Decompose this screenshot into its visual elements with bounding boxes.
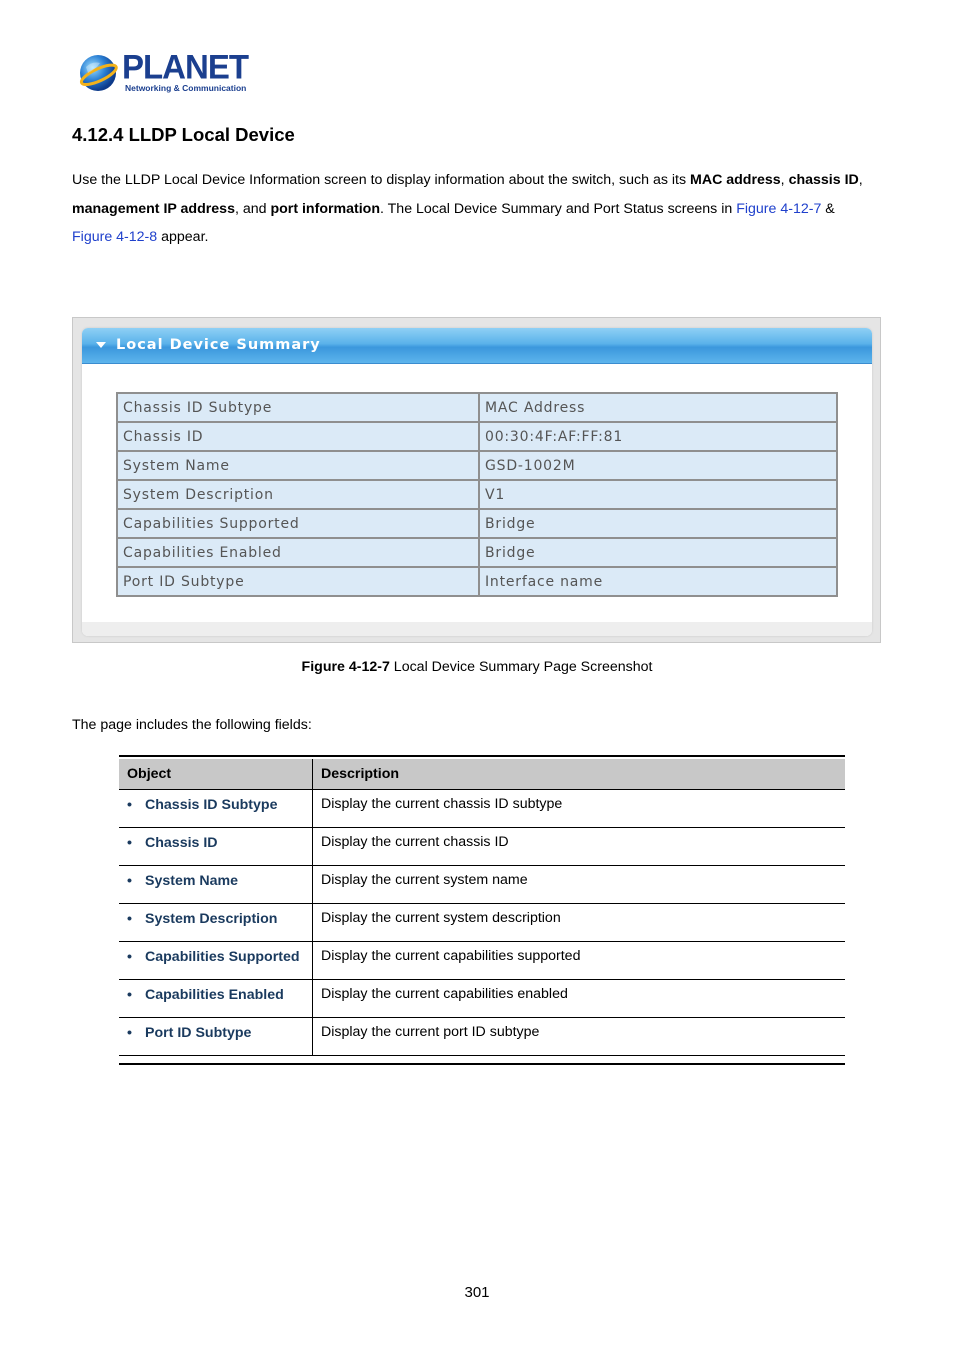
table-header-row: [119, 759, 845, 790]
object-cell: [119, 942, 313, 980]
fields-intro: The page includes the following fields:: [72, 717, 312, 733]
object-name: Capabilities Supported: [145, 949, 300, 965]
table-row: [119, 1018, 845, 1056]
globe-logo-icon: [78, 53, 118, 93]
description-cell: Display the current capabilities supported: [313, 942, 846, 980]
panel-footer: [82, 622, 872, 636]
summary-table: [116, 392, 838, 597]
header-object: Object: [119, 759, 313, 790]
summary-row: [117, 480, 837, 509]
object-name: Chassis ID: [145, 835, 218, 851]
summary-row: [117, 538, 837, 567]
object-cell: [119, 1018, 313, 1056]
screenshot-figure: [72, 317, 881, 643]
summary-row: [117, 451, 837, 480]
object-cell: [119, 980, 313, 1018]
intro-bold: chassis ID: [788, 172, 859, 188]
logo-brand: PLANET: [122, 47, 248, 86]
object-description-table: [119, 759, 845, 1056]
summary-row: [117, 567, 837, 596]
summary-key: System Name: [117, 451, 479, 480]
bullet-icon: •: [127, 987, 132, 1003]
description-cell: Display the current system name: [313, 866, 846, 904]
section-heading: 4.12.4 LLDP Local Device: [72, 124, 295, 145]
table-row: [119, 942, 845, 980]
object-name: Port ID Subtype: [145, 1025, 252, 1041]
panel-header[interactable]: [82, 328, 872, 364]
object-name: Chassis ID Subtype: [145, 797, 278, 813]
summary-value: Interface name: [479, 567, 837, 596]
object-name: System Description: [145, 911, 278, 927]
intro-text: appear.: [157, 229, 209, 245]
intro-text: ,: [858, 172, 863, 188]
object-cell: [119, 828, 313, 866]
header-description: Description: [313, 759, 846, 790]
summary-key: Chassis ID: [117, 422, 479, 451]
intro-text: , and: [234, 200, 271, 217]
intro-paragraph: [72, 166, 892, 252]
summary-key: Capabilities Supported: [117, 509, 479, 538]
table-row: [119, 866, 845, 904]
figure-link-4-12-8[interactable]: Figure 4-12-8: [72, 229, 158, 245]
panel-title: Local Device Summary: [116, 337, 321, 353]
table-row: [119, 828, 845, 866]
caption-text: Local Device Summary Page Screenshot: [389, 659, 653, 675]
bullet-icon: •: [127, 949, 132, 965]
intro-text: . The Local Device Summary and Port Status screens in: [380, 200, 737, 217]
figure-caption: [0, 659, 954, 675]
table-row: [119, 790, 845, 828]
page-number: 301: [464, 1284, 490, 1301]
intro-text: ,: [780, 172, 789, 188]
object-name: System Name: [145, 873, 239, 889]
summary-value: V1: [479, 480, 837, 509]
object-name: Capabilities Enabled: [145, 987, 284, 1003]
summary-value: GSD-1002M: [479, 451, 837, 480]
summary-row: [117, 393, 837, 422]
intro-bold: management IP address: [72, 200, 235, 217]
bullet-icon: •: [127, 835, 132, 851]
summary-key: Chassis ID Subtype: [117, 393, 479, 422]
summary-value: MAC Address: [479, 393, 837, 422]
table-top-rule: [119, 755, 845, 757]
description-cell: Display the current port ID subtype: [313, 1018, 846, 1056]
intro-text: Use the LLDP Local Device Information screen to display information about the switch, such as its: [72, 172, 690, 188]
object-cell: [119, 866, 313, 904]
bullet-icon: •: [127, 797, 132, 813]
summary-row: [117, 422, 837, 451]
caption-label: Figure 4-12-7: [301, 659, 390, 675]
intro-bold: port information: [270, 200, 381, 217]
object-cell: [119, 904, 313, 942]
intro-bold: MAC address: [690, 172, 781, 188]
planet-logo: [78, 47, 248, 97]
description-cell: Display the current chassis ID: [313, 828, 846, 866]
summary-value: Bridge: [479, 538, 837, 567]
summary-key: Capabilities Enabled: [117, 538, 479, 567]
bullet-icon: •: [127, 1025, 132, 1041]
summary-row: [117, 509, 837, 538]
collapse-triangle-icon[interactable]: [96, 342, 106, 348]
summary-key: System Description: [117, 480, 479, 509]
table-row: [119, 980, 845, 1018]
summary-key: Port ID Subtype: [117, 567, 479, 596]
bullet-icon: •: [127, 873, 132, 889]
summary-value: Bridge: [479, 509, 837, 538]
description-cell: Display the current capabilities enabled: [313, 980, 846, 1018]
description-cell: Display the current system description: [313, 904, 846, 942]
figure-link-4-12-7[interactable]: Figure 4-12-7: [736, 200, 822, 217]
description-cell: Display the current chassis ID subtype: [313, 790, 846, 828]
bullet-icon: •: [127, 911, 132, 927]
summary-value: 00:30:4F:AF:FF:81: [479, 422, 837, 451]
table-bottom-rule: [119, 1063, 845, 1065]
object-cell: [119, 790, 313, 828]
table-row: [119, 904, 845, 942]
logo-tagline: Networking & Communication: [125, 83, 247, 93]
local-device-summary-panel: [82, 328, 872, 636]
intro-text: &: [821, 200, 835, 217]
